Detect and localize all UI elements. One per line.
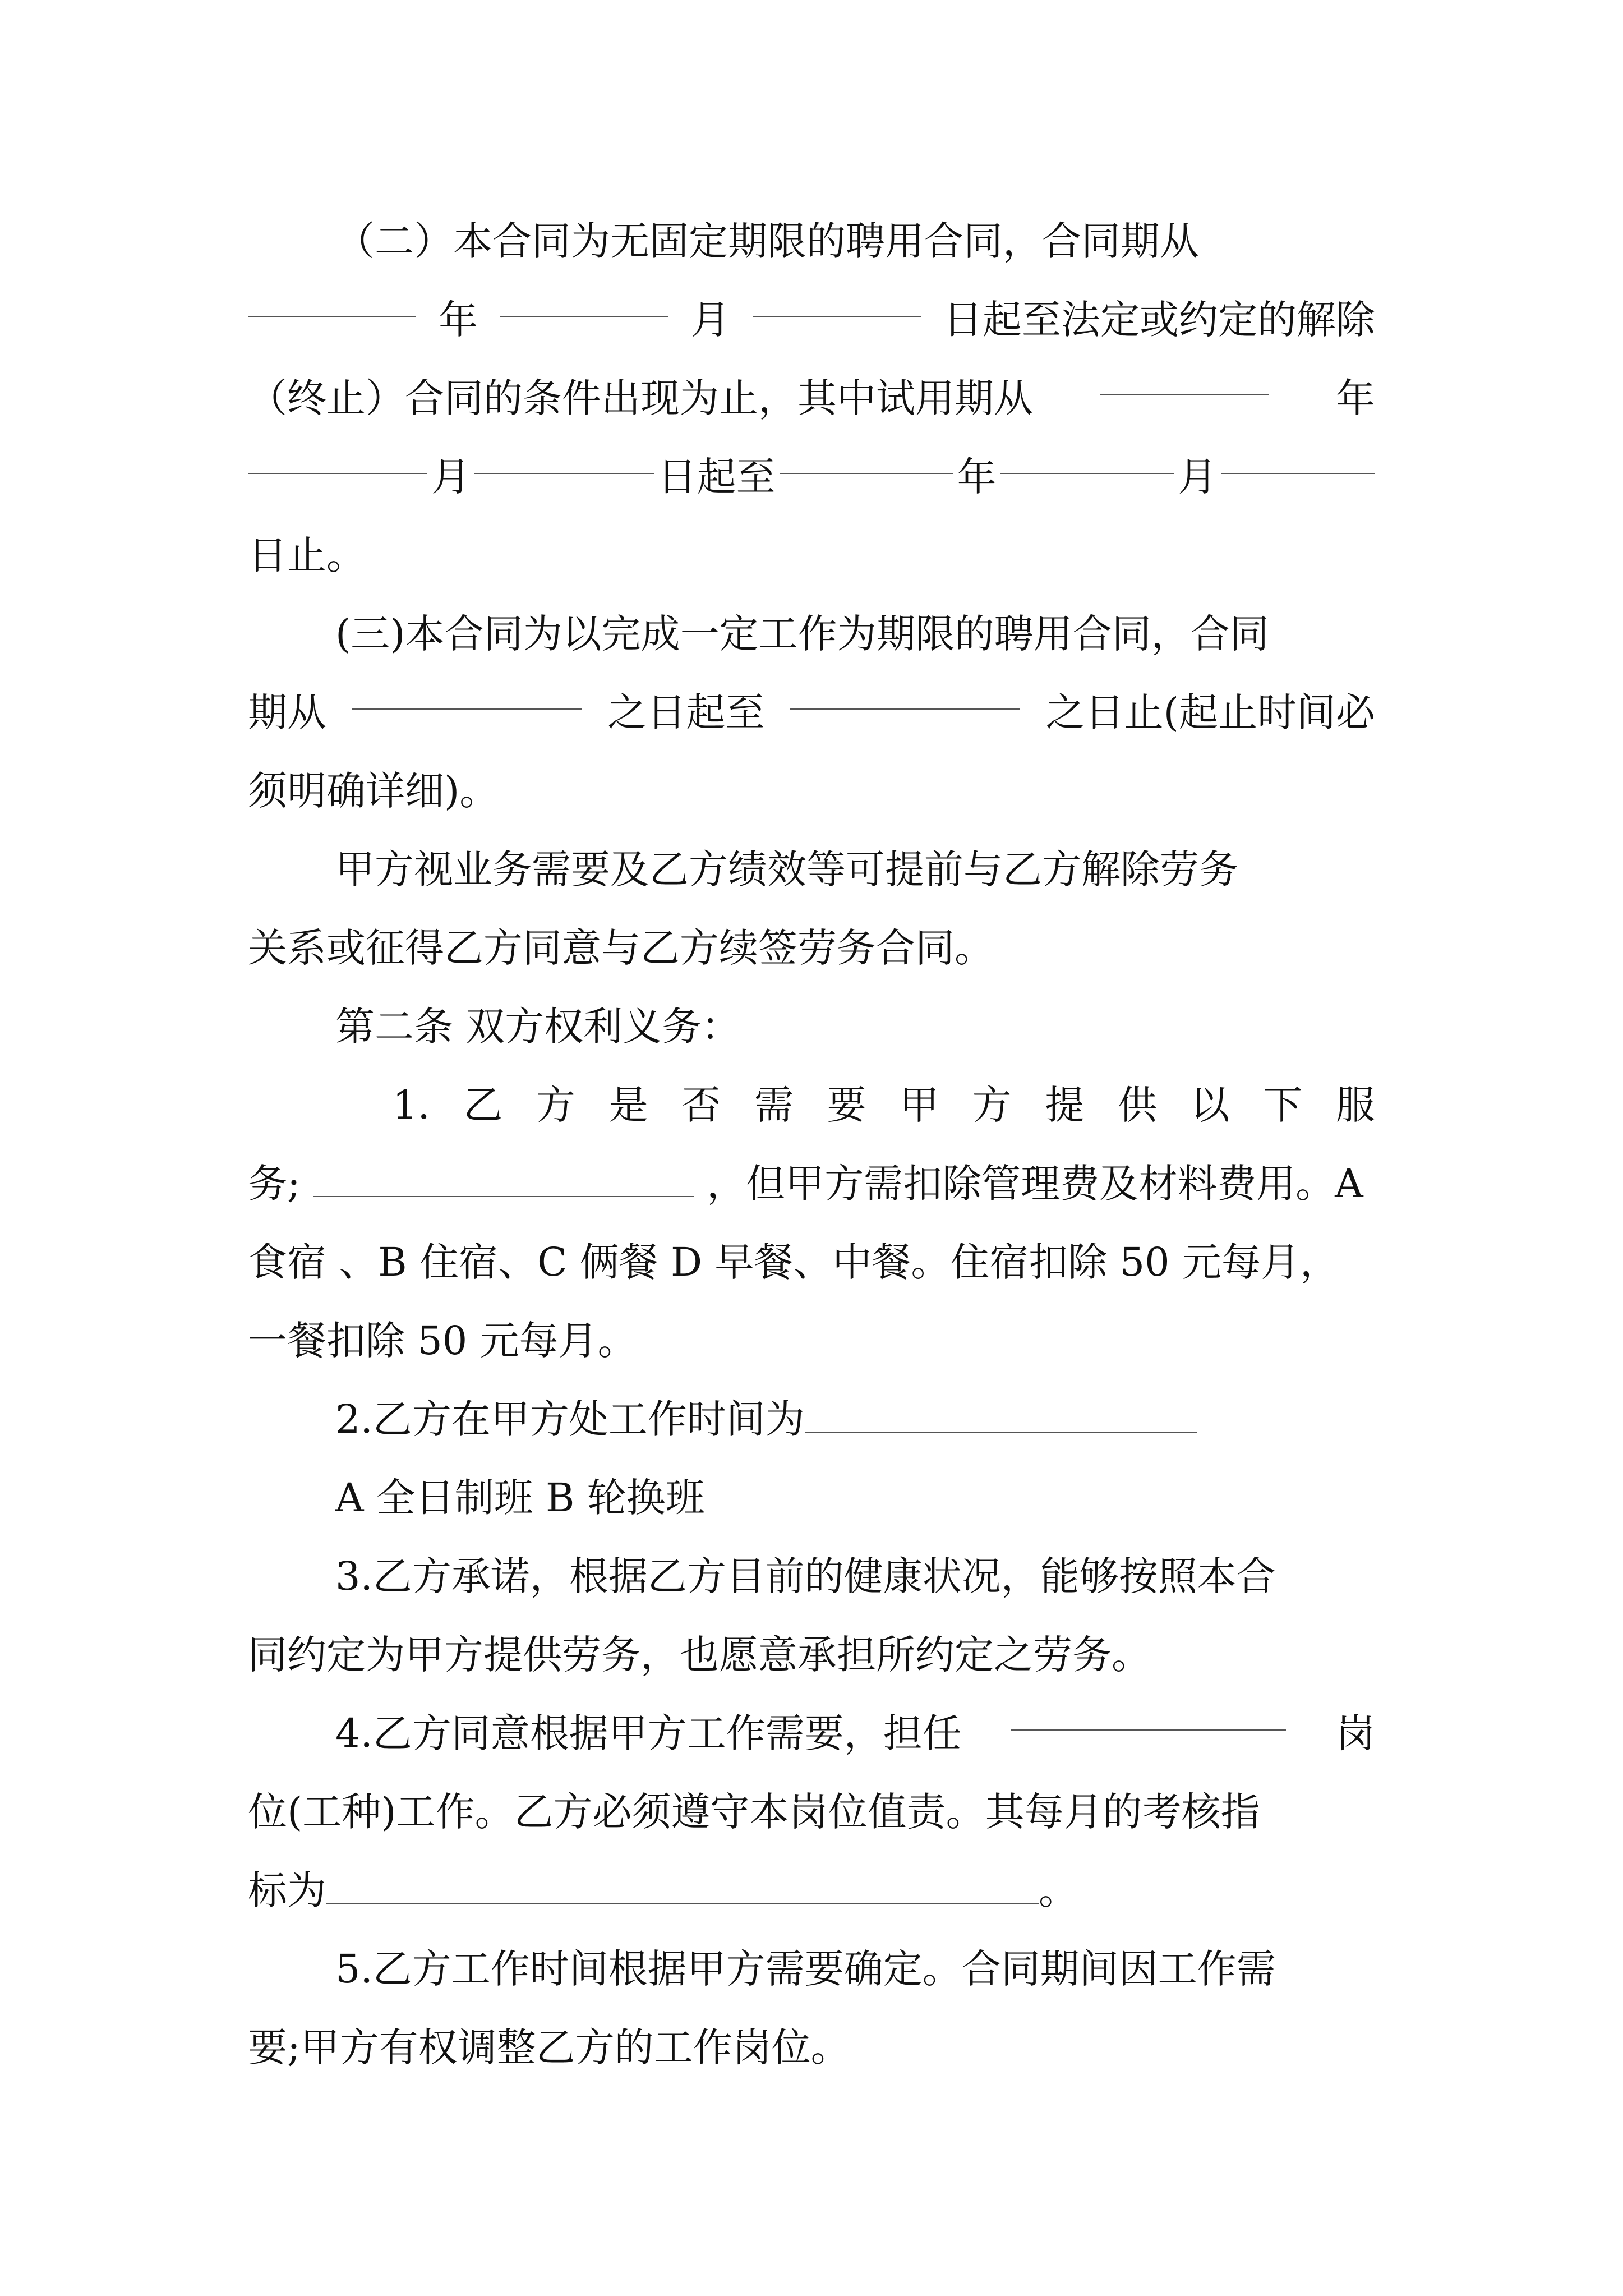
month-label: 月 — [431, 454, 471, 500]
item-4-line-2: 位(工种)工作。乙方必须遵守本岗位值责。其每月的考核指 — [248, 1789, 1260, 1835]
item-1-char: 提 — [1045, 1082, 1085, 1128]
clause-2-line-2 — [248, 280, 1375, 359]
task-end-blank[interactable] — [790, 673, 1020, 710]
clause-2-line-5: 日止。 — [248, 532, 366, 578]
item-4-text: 岗 — [1335, 1710, 1375, 1756]
year-label: 年 — [957, 454, 997, 500]
item-1-char: 乙 — [463, 1082, 503, 1128]
item-1-line-2 — [248, 1144, 1442, 1223]
services-blank[interactable] — [313, 1161, 694, 1197]
clause-2-text: 日起至 — [657, 454, 776, 500]
item-number: 1. — [393, 1082, 430, 1128]
item-1-char: 供 — [1118, 1082, 1158, 1128]
termination-paragraph-line-2: 关系或征得乙方同意与乙方续签劳务合同。 — [248, 925, 994, 971]
probation-end-year-blank[interactable] — [780, 438, 953, 474]
work-hours-blank[interactable] — [805, 1396, 1197, 1433]
item-1-char: 甲 — [900, 1082, 939, 1128]
item-1-char: 需 — [754, 1082, 794, 1128]
clause-3-line-1: (三)本合同为以完成一定工作为期限的聘用合同，合同 — [335, 611, 1269, 657]
assessment-blank[interactable] — [326, 1867, 1039, 1904]
clause-2-text: （终止）合同的条件出现为止，其中试用期从 — [248, 375, 1033, 421]
clause-3-text: 期从 — [248, 689, 326, 735]
termination-paragraph-line-1: 甲方视业务需要及乙方绩效等可提前与乙方解除劳务 — [335, 846, 1238, 892]
clause-3-text: 之日止(起止时间必 — [1045, 689, 1375, 735]
clause-2-line-1 — [335, 202, 1375, 280]
item-5-line-2: 要;甲方有权调整乙方的工作岗位。 — [248, 2024, 850, 2070]
task-start-blank[interactable] — [352, 673, 582, 710]
item-1-line-3: 食宿 、B 住宿、C 俩餐 D 早餐、中餐。住宿扣除 50 元每月， — [248, 1239, 1339, 1285]
clause-3-line-2 — [248, 673, 1375, 752]
item-1-char: 服 — [1335, 1082, 1375, 1128]
item-4-text: 。 — [1039, 1867, 1078, 1913]
item-1-char: 方 — [972, 1082, 1012, 1128]
clause-2-line-3 — [248, 359, 1375, 438]
probation-end-month-blank[interactable] — [1000, 438, 1174, 474]
probation-start-year-blank[interactable] — [1100, 359, 1269, 395]
start-day-blank[interactable] — [753, 280, 921, 317]
position-blank[interactable] — [1011, 1694, 1286, 1731]
year-label: 年 — [439, 297, 478, 343]
item-1-char: 方 — [536, 1082, 576, 1128]
item-1-char: 要 — [827, 1082, 866, 1128]
item-1-char: 以 — [1190, 1082, 1230, 1128]
start-year-blank[interactable] — [248, 280, 416, 317]
item-5-line-1: 5.乙方工作时间根据甲方需要确定。合同期间因工作需 — [335, 1946, 1276, 1992]
clause-2-line-4 — [248, 438, 1375, 516]
clause-2-text: 日起至法定或约定的解除 — [943, 297, 1375, 343]
probation-end-day-blank[interactable] — [1221, 438, 1375, 474]
item-1-line-1 — [393, 1066, 1375, 1144]
clause-3-line-3: 须明确详细)。 — [248, 768, 499, 814]
article-2-heading: 第二条 双方权利义务： — [335, 1004, 741, 1050]
month-label: 月 — [1178, 454, 1218, 500]
item-1-line-4: 一餐扣除 50 元每月。 — [248, 1318, 637, 1364]
item-2-options: A 全日制班 B 轮换班 — [335, 1475, 705, 1521]
item-2-line-1 — [335, 1380, 1375, 1458]
item-3-line-1: 3.乙方承诺，根据乙方目前的健康状况，能够按照本合 — [335, 1553, 1276, 1599]
item-1-text: 务; — [248, 1161, 301, 1207]
item-2-text: 2.乙方在甲方处工作时间为 — [335, 1396, 805, 1442]
probation-start-month-blank[interactable] — [248, 438, 427, 474]
month-label: 月 — [691, 297, 730, 343]
item-3-line-2: 同约定为甲方提供劳务，也愿意承担所约定之劳务。 — [248, 1632, 1151, 1678]
probation-start-day-blank[interactable] — [474, 438, 654, 474]
item-4-text: 4.乙方同意根据甲方工作需要，担任 — [335, 1710, 962, 1756]
clause-3-text: 之日起至 — [607, 689, 765, 735]
item-1-text: ，但甲方需扣除管理费及材料费用。A — [707, 1161, 1363, 1207]
clause-2-text: （二）本合同为无固定期限的聘用合同，合同期从 — [335, 218, 1199, 264]
start-month-blank[interactable] — [500, 280, 668, 317]
item-4-line-1 — [335, 1694, 1375, 1773]
item-4-text: 标为 — [248, 1867, 326, 1913]
item-1-char: 下 — [1263, 1082, 1303, 1128]
item-1-char: 否 — [681, 1082, 721, 1128]
item-4-line-3 — [248, 1851, 1375, 1930]
item-1-char: 是 — [608, 1082, 648, 1128]
year-label: 年 — [1336, 375, 1375, 421]
